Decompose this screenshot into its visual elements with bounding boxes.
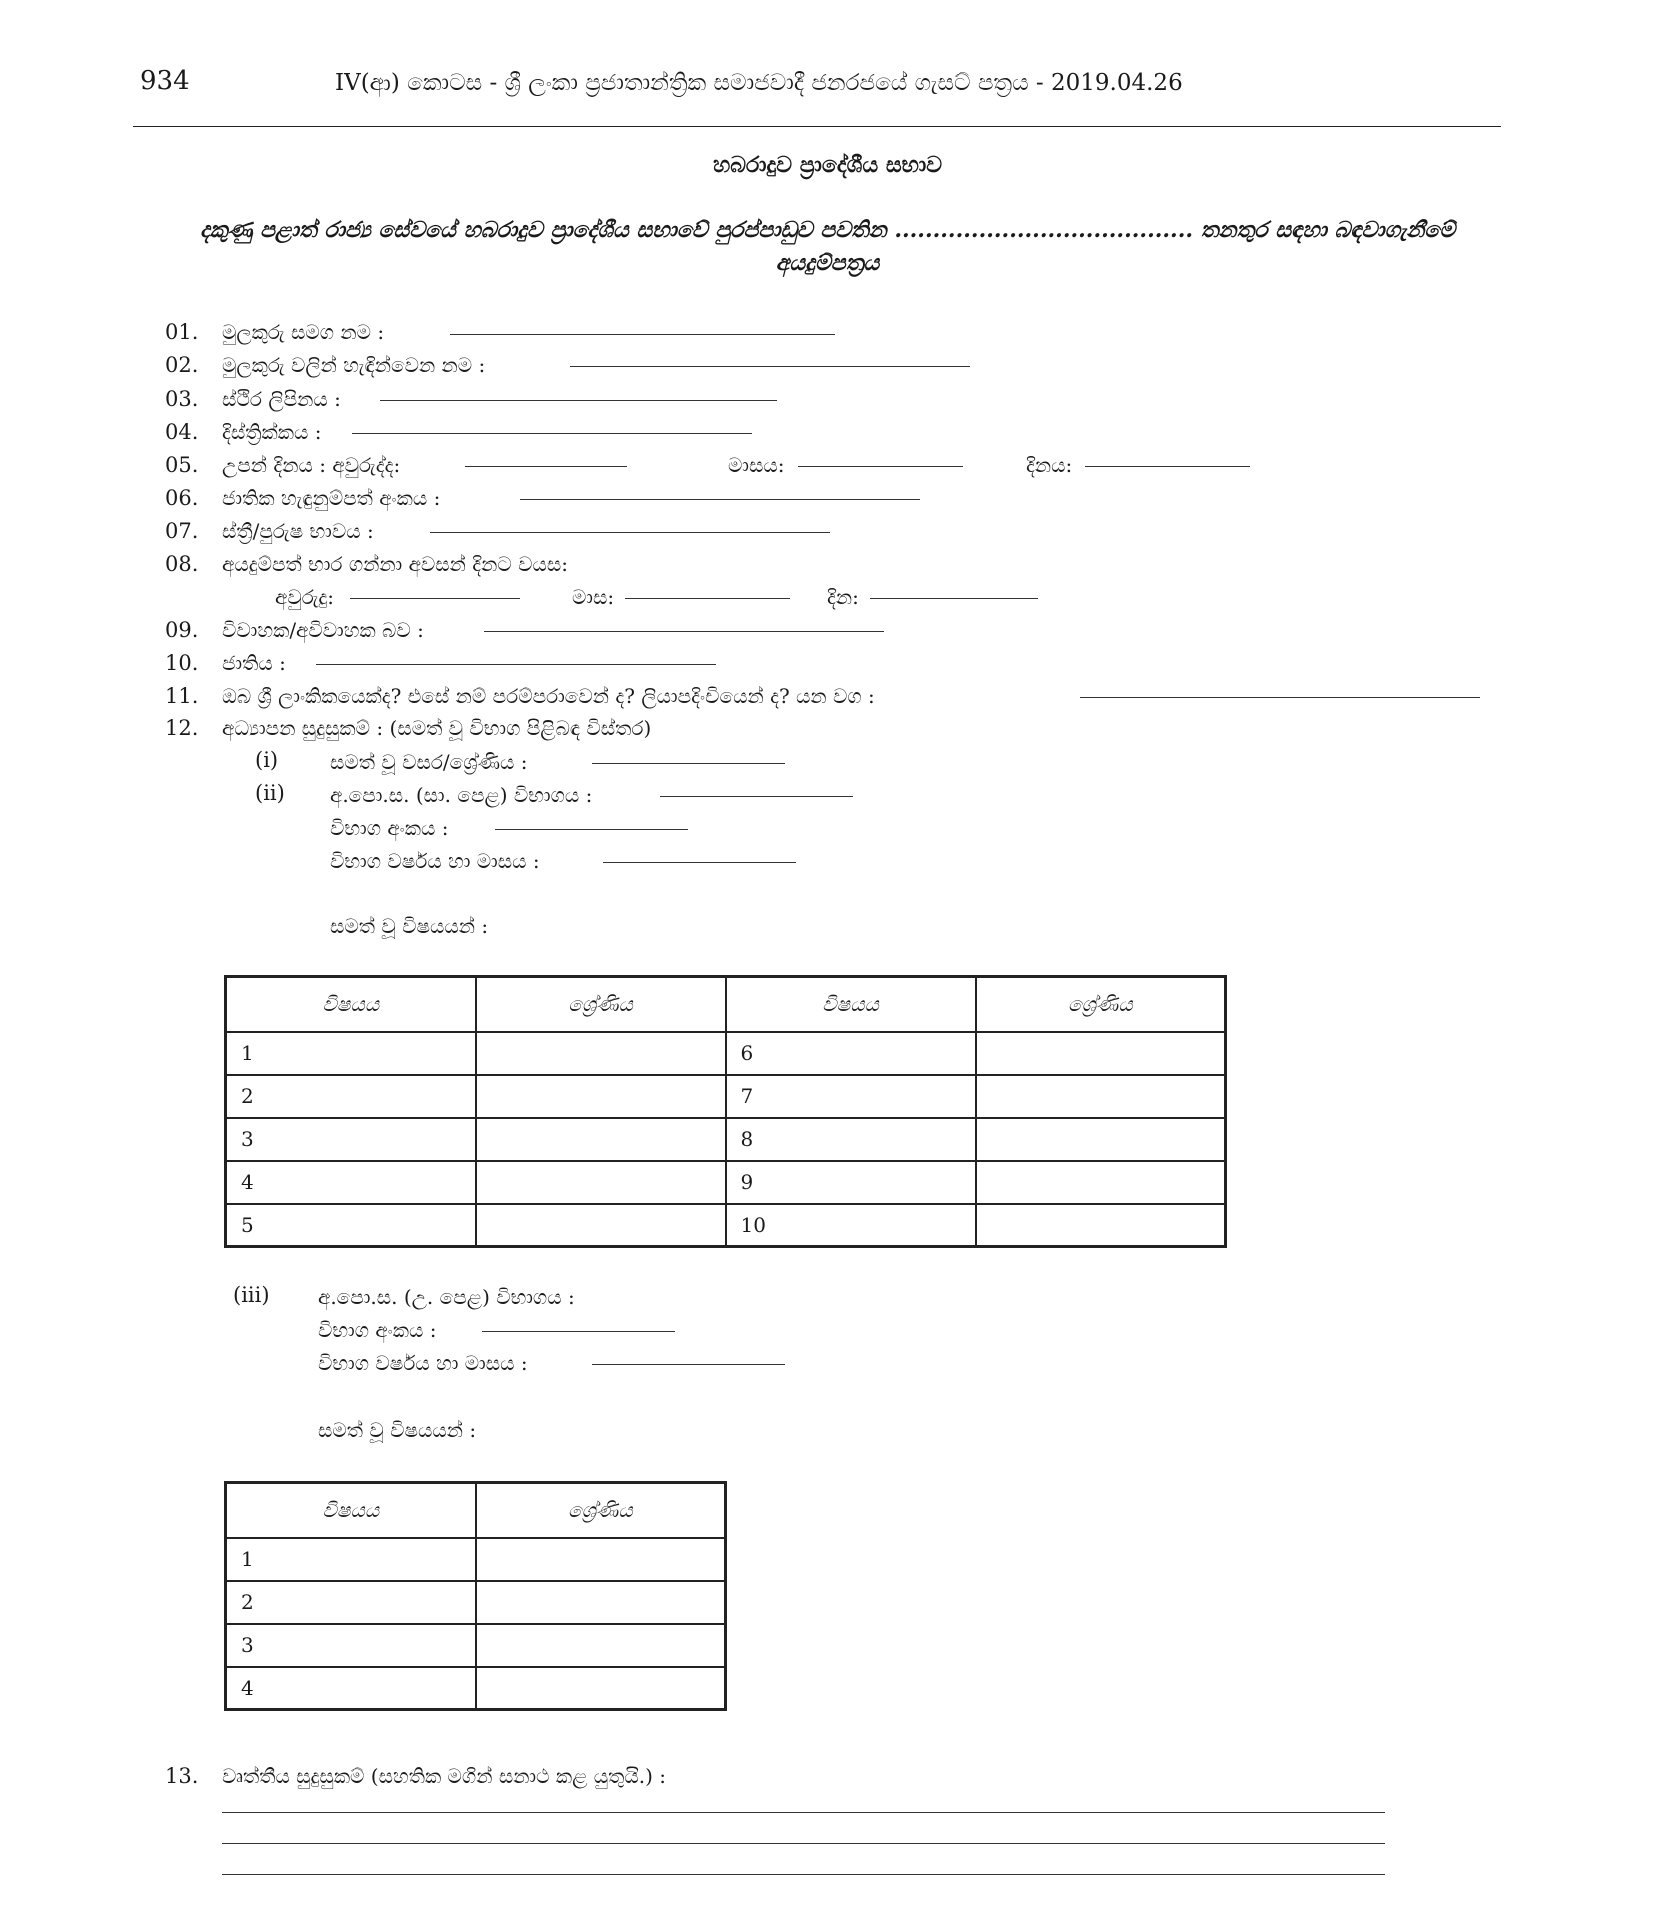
age-years-entry-line[interactable] [350, 598, 520, 599]
field-number: 04. [165, 420, 199, 444]
full-name-entry-line[interactable] [450, 334, 835, 335]
grade-cell[interactable] [976, 1161, 1226, 1204]
professional-entry-line[interactable] [222, 1843, 1385, 1844]
field-label-name-by-initials: මුලකුරු වලින් හැඳින්වෙන නම : [222, 353, 486, 377]
al-results-table [224, 1481, 727, 1711]
field-number: 11. [165, 684, 199, 708]
table-header-grade: ශ්‍රේණිය [476, 977, 726, 1032]
roman-numeral: (iii) [233, 1283, 270, 1307]
grade-cell[interactable] [476, 1118, 726, 1161]
subject-cell[interactable]: 10 [726, 1204, 976, 1247]
roman-numeral: (i) [255, 748, 279, 772]
nationality-entry-line[interactable] [316, 664, 716, 665]
al-year-month-entry-line[interactable] [592, 1364, 785, 1365]
subject-cell[interactable]: 2 [226, 1075, 476, 1118]
application-title-line1: දකුණු පළාත් රාජ්‍ය සේවයේ හබරාදුව ප්‍රාදේශීය සභාවේ පුරප්පාඩුව පවතින ....................................... තනතුර සඳහා බඳවාගැනීමේ [199, 217, 1456, 243]
gazette-title: IV(ආ) කොටස - ශ්‍රී ලංකා ප්‍රජාතාන්ත්‍රික සමාජවාදී ජනරජයේ ගැසට් පත්‍රය - 2019.04.26 [335, 70, 1183, 96]
field-label-marital-status: විවාහක/අවිවාහක බව : [222, 618, 424, 642]
field-number: 09. [165, 618, 199, 642]
grade-cell[interactable] [976, 1032, 1226, 1075]
field-number: 07. [165, 519, 199, 543]
field-label-al-exam: අ.පො.ස. (උ. පෙළ) විභාගය : [318, 1285, 575, 1309]
field-label-nationality: ජාතිය : [222, 651, 286, 675]
application-title-line2: අයදුම්පත්‍රය [775, 250, 880, 276]
field-number: 06. [165, 486, 199, 510]
grade-cell[interactable] [476, 1075, 726, 1118]
nic-number-entry-line[interactable] [520, 499, 920, 500]
page-number: 934 [140, 66, 190, 96]
grade-cell[interactable] [476, 1161, 726, 1204]
table-row [226, 1624, 726, 1667]
field-label-ol-year-month: විභාග වර්ෂය හා මාසය : [330, 849, 540, 873]
field-label-professional-qualifications: වෘත්තීය සුදුසුකම් (සහතික මගින් සනාථ කළ යුතුයි.) : [222, 1764, 667, 1788]
field-label-nic-number: ජාතික හැඳුනුම්පත් අංකය : [222, 486, 441, 510]
field-number: 05. [165, 453, 199, 477]
grade-cell[interactable] [476, 1538, 726, 1581]
grade-cell[interactable] [976, 1075, 1226, 1118]
name-by-initials-entry-line[interactable] [570, 366, 970, 367]
field-label-year-grade: සමත් වූ වසර/ශ්‍රේණිය : [330, 750, 528, 774]
subject-cell[interactable]: 1 [226, 1538, 476, 1581]
year-grade-entry-line[interactable] [592, 763, 785, 764]
field-number: 12. [165, 716, 199, 740]
field-number: 10. [165, 651, 199, 675]
ol-exam-entry-line[interactable] [660, 796, 853, 797]
field-label-age-years: අවුරුදු: [275, 585, 335, 609]
field-label-full-name: මුලකුරු සමග නම : [222, 320, 385, 344]
grade-cell[interactable] [476, 1032, 726, 1075]
table-row [226, 1032, 1226, 1075]
field-number: 13. [165, 1764, 199, 1788]
table-row [226, 1581, 726, 1624]
field-label-age-at-closing: අයදුම්පත් භාර ගන්නා අවසන් දිනට වයස: [222, 552, 568, 576]
permanent-address-entry-line[interactable] [380, 400, 777, 401]
grade-cell[interactable] [476, 1581, 726, 1624]
table-header-subject: විෂයය [226, 977, 476, 1032]
field-number: 01. [165, 320, 199, 344]
citizenship-entry-line[interactable] [1080, 697, 1480, 698]
subject-cell[interactable]: 5 [226, 1204, 476, 1247]
table-row [226, 1538, 726, 1581]
marital-status-entry-line[interactable] [484, 631, 884, 632]
field-label-age-months: මාස: [572, 585, 615, 609]
subject-cell[interactable]: 3 [226, 1118, 476, 1161]
professional-entry-line[interactable] [222, 1812, 1385, 1813]
table-row [226, 1667, 726, 1710]
grade-cell[interactable] [476, 1204, 726, 1247]
field-label-permanent-address: ස්ථිර ලිපිනය : [222, 387, 341, 411]
table-row [226, 1118, 1226, 1161]
subject-cell[interactable]: 8 [726, 1118, 976, 1161]
field-label-ol-index: විභාග අංකය : [330, 816, 449, 840]
grade-cell[interactable] [976, 1118, 1226, 1161]
field-label-al-index: විභාග අංකය : [318, 1318, 437, 1342]
subject-cell[interactable]: 6 [726, 1032, 976, 1075]
field-label-age-days: දින: [827, 585, 859, 609]
field-number: 02. [165, 353, 199, 377]
al-index-entry-line[interactable] [482, 1331, 675, 1332]
table-header-grade: ශ්‍රේණිය [476, 1483, 726, 1538]
subject-cell[interactable]: 3 [226, 1624, 476, 1667]
gender-entry-line[interactable] [430, 532, 830, 533]
subject-cell[interactable]: 4 [226, 1667, 476, 1710]
ol-results-table [224, 975, 1227, 1248]
subject-cell[interactable]: 2 [226, 1581, 476, 1624]
age-days-entry-line[interactable] [870, 598, 1038, 599]
field-label-al-year-month: විභාග වර්ෂය හා මාසය : [318, 1351, 528, 1375]
header-divider [133, 126, 1501, 127]
grade-cell[interactable] [976, 1204, 1226, 1247]
ol-index-entry-line[interactable] [495, 829, 688, 830]
grade-cell[interactable] [476, 1667, 726, 1710]
district-entry-line[interactable] [352, 433, 752, 434]
birth-year-entry-line[interactable] [465, 466, 627, 467]
table-header-grade: ශ්‍රේණිය [976, 977, 1226, 1032]
table-row [226, 1075, 1226, 1118]
grade-cell[interactable] [476, 1624, 726, 1667]
table-header-subject: විෂයය [226, 1483, 476, 1538]
field-label-district: දිස්ත්‍රික්කය : [222, 420, 322, 444]
field-label-birth-day: දිනය: [1026, 453, 1073, 477]
field-number: 08. [165, 552, 199, 576]
birth-day-entry-line[interactable] [1085, 466, 1250, 467]
age-months-entry-line[interactable] [625, 598, 790, 599]
professional-entry-line[interactable] [222, 1874, 1385, 1875]
table-row [226, 1161, 1226, 1204]
field-label-ol-exam: අ.පො.ස. (සා. පෙළ) විභාගය : [330, 783, 593, 807]
field-number: 03. [165, 387, 199, 411]
table-row [226, 1204, 1226, 1247]
field-label-citizenship: ඔබ ශ්‍රී ලාංකිකයෙක්ද? එසේ නම් පරම්පරාවෙන් ද? ලියාපදිංචියෙන් ද? යන වග : [222, 684, 875, 708]
field-label-gender: ස්ත්‍රී/පුරුෂ භාවය : [222, 519, 374, 543]
subject-cell[interactable]: 7 [726, 1075, 976, 1118]
ol-year-month-entry-line[interactable] [603, 862, 796, 863]
field-label-birth-year: උපන් දිනය : අවුරුද්ද: [222, 453, 401, 477]
ol-passed-subjects-heading: සමත් වූ විෂයයන් : [330, 914, 489, 938]
table-header-subject: විෂයය [726, 977, 976, 1032]
subject-cell[interactable]: 9 [726, 1161, 976, 1204]
birth-month-entry-line[interactable] [798, 466, 963, 467]
al-passed-subjects-heading: සමත් වූ විෂයයන් : [318, 1418, 477, 1442]
council-name: හබරාදුව ප්‍රාදේශීය සභාව [712, 152, 943, 178]
roman-numeral: (ii) [255, 781, 285, 805]
subject-cell[interactable]: 1 [226, 1032, 476, 1075]
subject-cell[interactable]: 4 [226, 1161, 476, 1204]
field-label-education: අධ්‍යාපන සුදුසුකම් : (සමත් වූ විභාග පිළිබඳ විස්තර) [222, 716, 652, 740]
field-label-birth-month: මාසය: [728, 453, 785, 477]
